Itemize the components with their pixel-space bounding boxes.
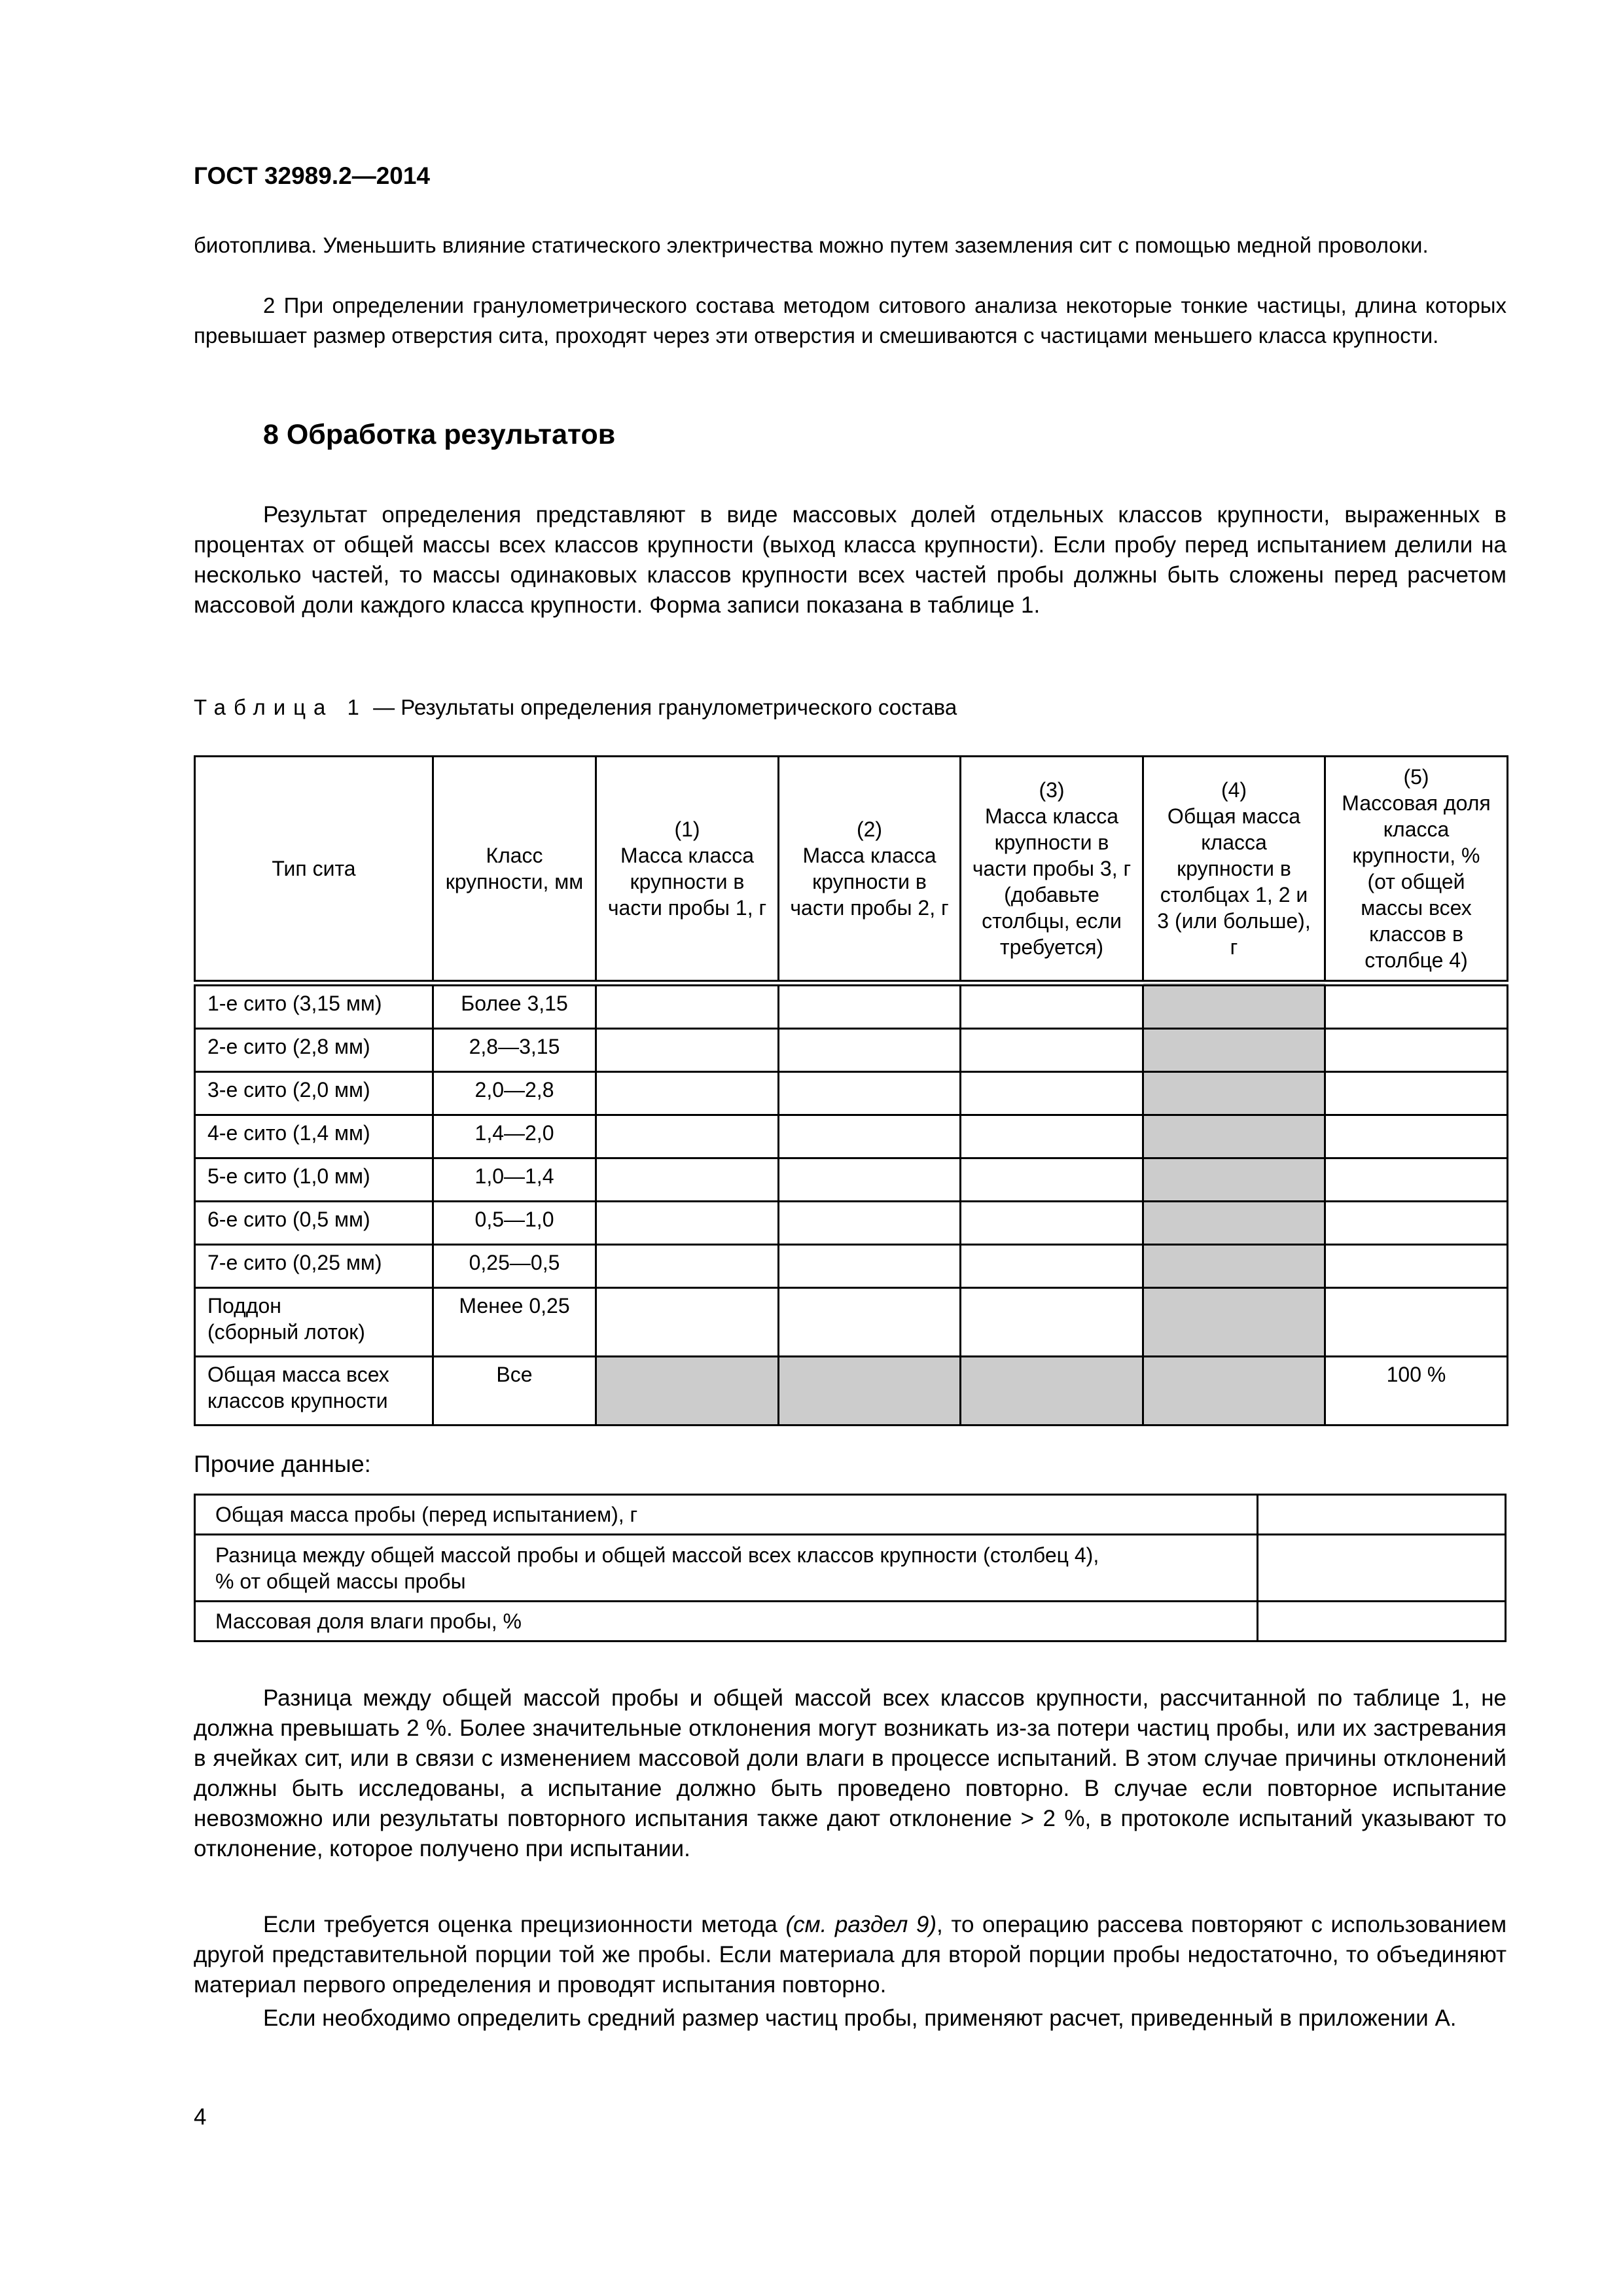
mass-part3-cell[interactable] <box>961 1202 1143 1245</box>
total-mass-cell <box>1143 1202 1325 1245</box>
mass-part2-cell[interactable] <box>779 1288 961 1357</box>
total-mass-cell <box>1143 1029 1325 1072</box>
mass-part1-cell[interactable] <box>596 1115 779 1158</box>
sieve-cell: 3-е сито (2,0 мм) <box>195 1072 433 1115</box>
total-mass-cell <box>1143 983 1325 1029</box>
mass-part1-cell[interactable] <box>596 1158 779 1202</box>
mass-part3-cell[interactable] <box>961 1029 1143 1072</box>
table-row <box>195 1072 1508 1115</box>
class-cell: 2,0—2,8 <box>433 1072 596 1115</box>
table-row <box>195 1288 1508 1357</box>
class-cell: Все <box>433 1357 596 1426</box>
header-mass-fraction: (5) Массовая доля класса крупности, % (от общей массы всех классов в столбце 4) <box>1325 757 1508 984</box>
mass-part2-cell[interactable] <box>779 1072 961 1115</box>
other-data-label: Прочие данные: <box>194 1450 371 1477</box>
results-table <box>194 755 1508 1426</box>
sieve-cell: Общая масса всех классов крупности <box>195 1357 433 1426</box>
table-row <box>195 1495 1506 1535</box>
mass-part3-cell[interactable] <box>961 1115 1143 1158</box>
sieve-cell: 5-е сито (1,0 мм) <box>195 1158 433 1202</box>
mass-fraction-cell[interactable] <box>1325 1202 1508 1245</box>
class-cell: Более 3,15 <box>433 983 596 1029</box>
header-mass-part2: (2) Масса класса крупности в части пробы 2, г <box>779 757 961 984</box>
class-cell: 1,0—1,4 <box>433 1158 596 1202</box>
closing-paragraph-3: Если необходимо определить средний размер частиц пробы, применяют расчет, приведенный в приложении А. <box>263 2005 1457 2031</box>
table-caption-text: — Результаты определения гранулометрического состава <box>366 695 957 719</box>
header-mass-part3: (3) Масса класса крупности в части пробы 3, г (добавьте столбцы, если требуется) <box>961 757 1143 984</box>
sieve-cell: 1-е сито (3,15 мм) <box>195 983 433 1029</box>
header-size-class: Класс крупности, мм <box>433 757 596 984</box>
mass-fraction-cell[interactable] <box>1325 1029 1508 1072</box>
header-sieve-type: Тип сита <box>195 757 433 984</box>
mass-fraction-cell[interactable] <box>1325 1115 1508 1158</box>
mass-part1-cell[interactable] <box>596 1202 779 1245</box>
header-mass-part1: (1) Масса класса крупности в части пробы 1, г <box>596 757 779 984</box>
other-data-label-cell: Разница между общей массой пробы и общей массой всех классов крупности (столбец 4), % от общей массы пробы <box>195 1535 1258 1602</box>
class-cell: 0,25—0,5 <box>433 1245 596 1288</box>
mass-fraction-cell[interactable] <box>1325 1288 1508 1357</box>
section-heading: 8 Обработка результатов <box>263 419 616 450</box>
total-mass-cell <box>1143 1357 1325 1426</box>
total-mass-cell <box>1143 1245 1325 1288</box>
table-row <box>195 1535 1506 1602</box>
sieve-cell: 2-е сито (2,8 мм) <box>195 1029 433 1072</box>
table-row <box>195 983 1508 1029</box>
mass-part2-cell[interactable] <box>779 983 961 1029</box>
sieve-cell: 4-е сито (1,4 мм) <box>195 1115 433 1158</box>
class-cell: 0,5—1,0 <box>433 1202 596 1245</box>
sieve-cell: 7-е сито (0,25 мм) <box>195 1245 433 1288</box>
page-number: 4 <box>194 2104 207 2130</box>
section-intro: Результат определения представляют в виде массовых долей отдельных классов крупности, выраженных в процентах от общей массы всех классов крупности (выход класса крупности). Если пробу перед испытанием делили на несколько частей, то массы одинаковых классов крупности всех частей пробы должны быть сложены перед расчетом массовой доли каждого класса крупности. Форма записи показана в таблице 1. <box>194 502 1507 618</box>
table-row-total <box>195 1357 1508 1426</box>
table-row <box>195 1245 1508 1288</box>
other-data-value-cell[interactable] <box>1258 1602 1506 1641</box>
mass-part3-cell[interactable] <box>961 1245 1143 1288</box>
table-header-row <box>195 757 1508 984</box>
sieve-cell: Поддон (сборный лоток) <box>195 1288 433 1357</box>
mass-part1-cell[interactable] <box>596 1029 779 1072</box>
mass-part2-cell <box>779 1357 961 1426</box>
mass-fraction-cell[interactable] <box>1325 983 1508 1029</box>
total-mass-cell <box>1143 1072 1325 1115</box>
mass-part3-cell[interactable] <box>961 983 1143 1029</box>
header-total-mass: (4) Общая масса класса крупности в столбцах 1, 2 и 3 (или больше), г <box>1143 757 1325 984</box>
mass-part2-cell[interactable] <box>779 1115 961 1158</box>
mass-part1-cell[interactable] <box>596 983 779 1029</box>
document-id: ГОСТ 32989.2—2014 <box>194 162 431 189</box>
mass-part2-cell[interactable] <box>779 1158 961 1202</box>
closing-paragraph-1: Разница между общей массой пробы и общей массой всех классов крупности, рассчитанной по таблице 1, не должна превышать 2 %. Более значительные отклонения могут возникать из-за потери частиц пробы, или их застревания в ячейках сит, или в связи с изменением массовой доли влаги в процессе испытаний. В этом случае причины отклонений должны быть исследованы, а испытание должно быть проведено повторно. В случае если повторное испытание невозможно или результаты повторного испытания также дают отклонение > 2 %, в протоколе испытаний указывают то отклонение, которое получено при испытании. <box>194 1685 1507 1861</box>
total-mass-cell <box>1143 1158 1325 1202</box>
table-row <box>195 1029 1508 1072</box>
mass-part2-cell[interactable] <box>779 1029 961 1072</box>
table-row <box>195 1602 1506 1641</box>
section-reference: (см. раздел 9) <box>785 1912 937 1937</box>
class-cell: Менее 0,25 <box>433 1288 596 1357</box>
mass-fraction-cell[interactable] <box>1325 1072 1508 1115</box>
other-data-value-cell[interactable] <box>1258 1495 1506 1535</box>
table-caption <box>194 695 957 720</box>
note-1-tail: биотоплива. Уменьшить влияние статического электричества можно путем заземления сит с помощью медной проволоки. <box>194 233 1429 257</box>
mass-part3-cell[interactable] <box>961 1158 1143 1202</box>
mass-part1-cell[interactable] <box>596 1288 779 1357</box>
other-data-table <box>194 1494 1507 1642</box>
sieve-cell: 6-е сито (0,5 мм) <box>195 1202 433 1245</box>
mass-part2-cell[interactable] <box>779 1202 961 1245</box>
class-cell: 2,8—3,15 <box>433 1029 596 1072</box>
other-data-label-cell: Массовая доля влаги пробы, % <box>195 1602 1258 1641</box>
class-cell: 1,4—2,0 <box>433 1115 596 1158</box>
total-mass-cell <box>1143 1115 1325 1158</box>
mass-part2-cell[interactable] <box>779 1245 961 1288</box>
mass-part1-cell <box>596 1357 779 1426</box>
note-2: 2 При определении гранулометрического состава методом ситового анализа некоторые тонкие частицы, длина которых превышает размер отверстия сита, проходят через эти отверстия и смешиваются с частицами меньшего класса крупности. <box>194 293 1507 348</box>
mass-fraction-cell[interactable] <box>1325 1158 1508 1202</box>
mass-part3-cell[interactable] <box>961 1072 1143 1115</box>
mass-fraction-cell: 100 % <box>1325 1357 1508 1426</box>
table-caption-prefix: Таблица 1 <box>194 695 367 719</box>
mass-part1-cell[interactable] <box>596 1072 779 1115</box>
mass-fraction-cell[interactable] <box>1325 1245 1508 1288</box>
mass-part3-cell <box>961 1357 1143 1426</box>
other-data-label-cell: Общая масса пробы (перед испытанием), г <box>195 1495 1258 1535</box>
total-mass-cell <box>1143 1288 1325 1357</box>
mass-part1-cell[interactable] <box>596 1245 779 1288</box>
table-row <box>195 1158 1508 1202</box>
other-data-value-cell[interactable] <box>1258 1535 1506 1602</box>
table-row <box>195 1202 1508 1245</box>
mass-part3-cell[interactable] <box>961 1288 1143 1357</box>
table-row <box>195 1115 1508 1158</box>
closing-paragraph-2: Если требуется оценка прецизионности метода (см. раздел 9), то операцию рассева повторяют с использованием другой представительной порции той же пробы. Если материала для второй порции пробы недостаточно, то объединяют материал первого определения и проводят испытания повторно. <box>194 1912 1507 1998</box>
